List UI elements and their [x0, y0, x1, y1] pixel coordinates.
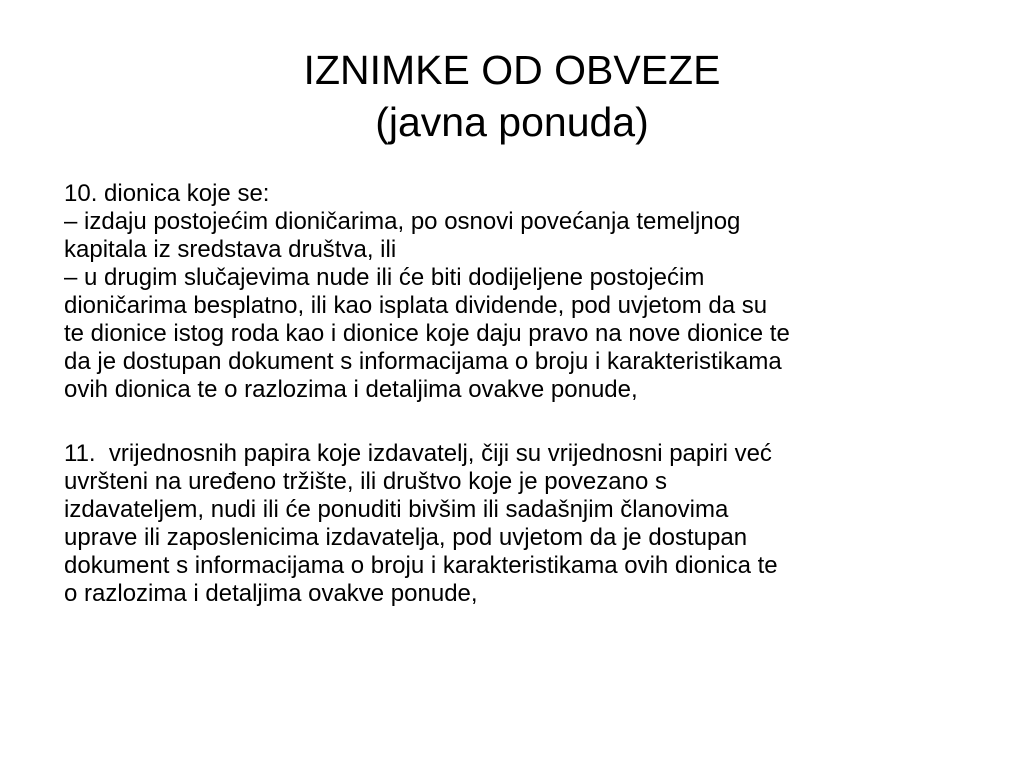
- item-10-line: da je dostupan dokument s informacijama o broju i karakteristikama: [64, 348, 782, 375]
- item-10-line: ovih dionica te o razlozima i detaljima ovakve ponude,: [64, 376, 638, 403]
- item-10-line: dioničarima besplatno, ili kao isplata dividende, pod uvjetom da su: [64, 292, 768, 319]
- title-line-1: IZNIMKE OD OBVEZE: [303, 47, 721, 93]
- slide-title: [0, 44, 1024, 148]
- item-11-line: dokument s informacijama o broju i karakteristikama ovih dionica te: [64, 552, 778, 579]
- item-11-line: o razlozima i detaljima ovakve ponude,: [64, 580, 478, 607]
- item-10-line: – izdaju postojećim dioničarima, po osnovi povećanja temeljnog: [64, 208, 741, 235]
- item-11-line: uprave ili zaposlenicima izdavatelja, pod uvjetom da je dostupan: [64, 524, 748, 551]
- item-10-line: 10. dionica koje se:: [64, 180, 270, 207]
- item-11-line: 11. vrijednosnih papira koje izdavatelj, čiji su vrijednosni papiri već: [64, 440, 772, 467]
- list-item: [64, 180, 984, 404]
- item-11-line: uvršteni na uređeno tržište, ili društvo koje je povezano s: [64, 468, 667, 495]
- list-item: [64, 440, 984, 608]
- item-11-line: izdavateljem, nudi ili će ponuditi bivšim ili sadašnjim članovima: [64, 496, 729, 523]
- title-line-2: (javna ponuda): [375, 99, 649, 145]
- item-10-line: kapitala iz sredstava društva, ili: [64, 236, 397, 263]
- item-10-line: – u drugim slučajevima nude ili će biti dodijeljene postojećim: [64, 264, 705, 291]
- slide-body: [64, 180, 984, 608]
- item-10-line: te dionice istog roda kao i dionice koje daju pravo na nove dionice te: [64, 320, 790, 347]
